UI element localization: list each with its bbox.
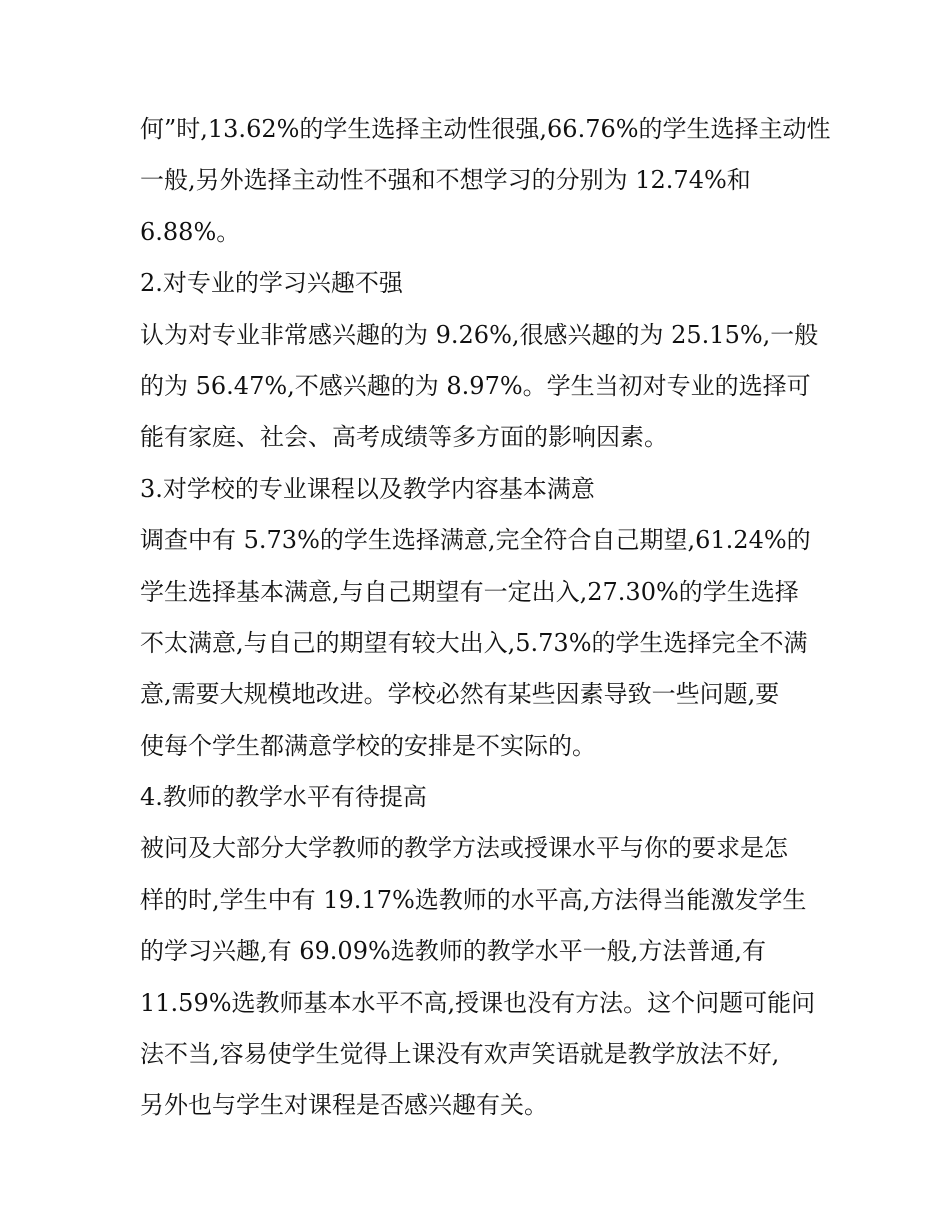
text-line: 使每个学生都满意学校的安排是不实际的。 [140,731,596,760]
text-line: 认为对专业非常感兴趣的为 9.26%,很感兴趣的为 25.15%,一般 [140,320,819,349]
section-heading: 2.对专业的学习兴趣不强 [140,269,403,298]
document-page [140,104,831,1132]
text-line: 学生选择基本满意,与自己期望有一定出入,27.30%的学生选择 [140,577,799,606]
text-line: 6.88%。 [140,217,241,246]
text-line: 另外也与学生对课程是否感兴趣有关。 [140,1091,548,1120]
section-heading: 4.教师的教学水平有待提高 [140,783,427,812]
text-line: 意,需要大规模地改进。学校必然有某些因素导致一些问题,要 [140,680,780,709]
text-line: 法不当,容易使学生觉得上课没有欢声笑语就是教学放法不好, [140,1040,780,1069]
text-line: 的学习兴趣,有 69.09%选教师的教学水平一般,方法普通,有 [140,937,767,966]
text-line: 何”时,13.62%的学生选择主动性很强,66.76%的学生选择主动性 [140,115,831,143]
text-line: 一般,另外选择主动性不强和不想学习的分别为 12.74%和 [140,166,751,195]
text-line: 能有家庭、社会、高考成绩等多方面的影响因素。 [140,423,668,452]
section-heading: 3.对学校的专业课程以及教学内容基本满意 [140,474,595,503]
text-line: 调查中有 5.73%的学生选择满意,完全符合自己期望,61.24%的 [140,526,811,555]
text-line: 不太满意,与自己的期望有较大出入,5.73%的学生选择完全不满 [140,628,808,657]
text-line: 11.59%选教师基本水平不高,授课也没有方法。这个问题可能问 [140,988,816,1017]
text-line: 被问及大部分大学教师的教学方法或授课水平与你的要求是怎 [140,834,788,863]
text-line: 的为 56.47%,不感兴趣的为 8.97%。学生当初对专业的选择可 [140,371,811,400]
text-line: 样的时,学生中有 19.17%选教师的水平高,方法得当能激发学生 [140,885,807,914]
